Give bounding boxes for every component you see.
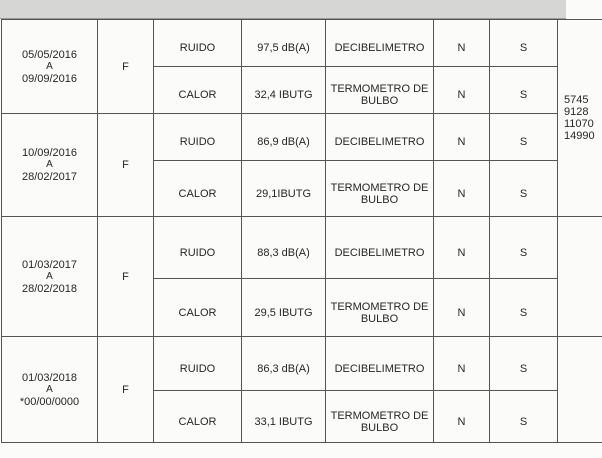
value-cell: 86,3 dB(A) — [242, 337, 326, 391]
period-start: 01/03/2017 — [21, 258, 78, 271]
empty-cell — [558, 217, 602, 337]
period-start: 05/05/2016 — [21, 48, 78, 61]
agent-cell: RUIDO — [154, 337, 242, 391]
table-row — [2, 337, 602, 391]
period-cell — [2, 114, 98, 217]
code-value: 14990 — [564, 130, 595, 142]
period-end: *00/00/0000 — [19, 395, 80, 408]
flag-cell: S — [490, 20, 558, 67]
instrument-line: BULBO — [360, 421, 399, 434]
agent-cell: CALOR — [154, 67, 242, 114]
table-row — [2, 114, 602, 161]
instrument-cell — [326, 114, 434, 161]
flag-cell: N — [434, 279, 490, 337]
instrument-line: DECIBELIMETRO — [334, 362, 425, 375]
flag-cell: S — [490, 67, 558, 114]
code-value: 9128 — [564, 106, 589, 118]
period-sep: A — [46, 270, 53, 282]
instrument-line: DECIBELIMETRO — [334, 42, 425, 54]
table-row — [2, 217, 602, 279]
flag-cell: N — [434, 161, 490, 217]
empty-cell — [558, 337, 602, 443]
period-sep: A — [46, 159, 53, 170]
flag-cell: N — [434, 114, 490, 161]
instrument-line: DECIBELIMETRO — [334, 246, 425, 259]
type-cell: F — [98, 20, 154, 114]
flag-cell: N — [434, 217, 490, 279]
agent-cell: RUIDO — [154, 20, 242, 67]
instrument-line: TERMOMETRO DE — [330, 83, 429, 95]
header-strip — [0, 0, 566, 19]
type-cell: F — [98, 217, 154, 337]
period-sep: A — [46, 383, 53, 395]
value-cell: 29,1IBUTG — [242, 161, 326, 217]
instrument-line: BULBO — [360, 193, 399, 206]
instrument-line: BULBO — [360, 95, 399, 107]
period-cell — [2, 217, 98, 337]
instrument-cell — [326, 67, 434, 114]
codes-cell — [558, 20, 602, 217]
instrument-line: BULBO — [360, 312, 399, 325]
agent-cell: CALOR — [154, 391, 242, 443]
instrument-line: TERMOMETRO DE — [330, 409, 429, 422]
value-cell: 88,3 dB(A) — [242, 217, 326, 279]
instrument-cell — [326, 217, 434, 279]
value-cell: 32,4 IBUTG — [242, 67, 326, 114]
flag-cell: S — [490, 161, 558, 217]
period-end: 28/02/2017 — [21, 171, 78, 183]
flag-cell: S — [490, 279, 558, 337]
type-cell: F — [98, 337, 154, 443]
period-end: 09/09/2016 — [21, 72, 78, 85]
period-cell — [2, 337, 98, 443]
value-cell: 29,5 IBUTG — [242, 279, 326, 337]
agent-cell: CALOR — [154, 161, 242, 217]
period-start: 10/09/2016 — [21, 147, 78, 159]
table-row — [2, 20, 602, 67]
flag-cell: N — [434, 20, 490, 67]
value-cell: 97,5 dB(A) — [242, 20, 326, 67]
flag-cell: N — [434, 337, 490, 391]
instrument-cell — [326, 20, 434, 67]
instrument-line: TERMOMETRO DE — [330, 300, 429, 313]
instrument-cell — [326, 337, 434, 391]
period-end: 28/02/2018 — [21, 282, 78, 295]
flag-cell: N — [434, 67, 490, 114]
instrument-cell — [326, 391, 434, 443]
agent-cell: RUIDO — [154, 217, 242, 279]
flag-cell: S — [490, 391, 558, 443]
code-value: 5745 — [564, 94, 589, 106]
instrument-line: TERMOMETRO DE — [330, 181, 429, 194]
instrument-cell — [326, 161, 434, 217]
agent-cell: CALOR — [154, 279, 242, 337]
exposure-table — [1, 19, 602, 443]
period-start: 01/03/2018 — [21, 371, 78, 384]
code-value: 11070 — [564, 118, 594, 130]
instrument-cell — [326, 279, 434, 337]
period-cell — [2, 20, 98, 114]
instrument-line: DECIBELIMETRO — [334, 136, 425, 148]
agent-cell: RUIDO — [154, 114, 242, 161]
type-cell: F — [98, 114, 154, 217]
flag-cell: S — [490, 217, 558, 279]
period-sep: A — [46, 60, 53, 72]
value-cell: 33,1 IBUTG — [242, 391, 326, 443]
flag-cell: S — [490, 114, 558, 161]
value-cell: 86,9 dB(A) — [242, 114, 326, 161]
flag-cell: S — [490, 337, 558, 391]
flag-cell: N — [434, 391, 490, 443]
